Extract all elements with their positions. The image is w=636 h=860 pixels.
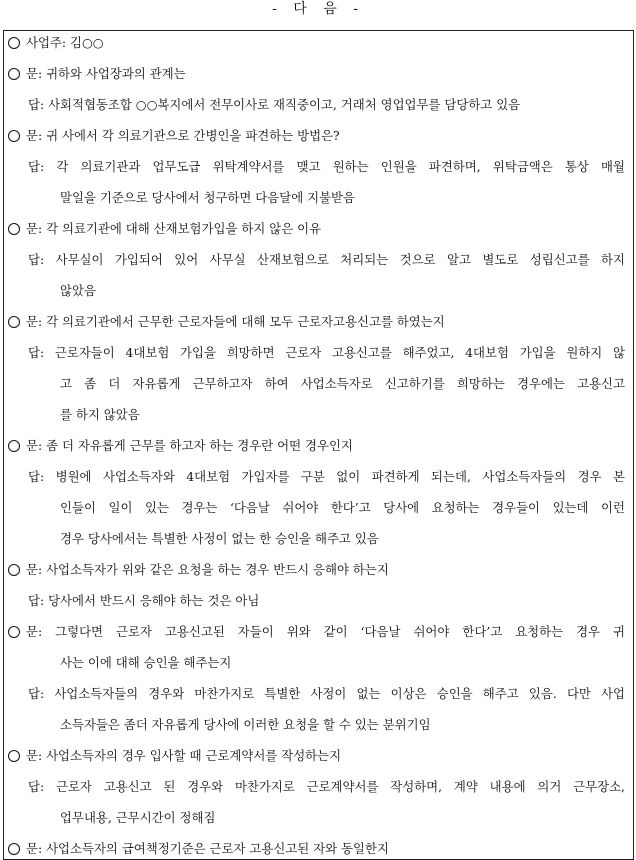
question-line [4,221,636,237]
line-text: 경우 당사에서는 특별한 사정이 없는 한 승인을 해주고 있음 [60,531,379,546]
line-text: 답: 사업소득자들의 경우와 마찬가지로 특별한 사정이 없는 이상은 승인을 해주고 있음. 다만 사업 [28,686,625,701]
circle-bullet-icon [8,316,20,328]
line-text: 문: 사업소득자의 경우 입사할 때 근로계약서를 작성하는지 [26,748,342,763]
question-line [4,438,636,454]
answer-line [4,97,636,113]
line-text: 문: 좀 더 자유롭게 근무를 하고자 하는 경우란 어떤 경우인지 [26,438,353,453]
line-text: 말일을 기준으로 당사에서 청구하면 다음달에 지불받음 [60,190,355,205]
circle-bullet-icon [8,223,20,235]
circle-bullet-icon [8,564,20,576]
page-heading: - 다 음 - [272,1,364,17]
answer-line [4,252,633,268]
question-line [4,314,636,330]
circle-bullet-icon [8,440,20,452]
circle-bullet-icon [8,750,20,762]
line-text: 문: 사업소득자가 위와 같은 요청을 하는 경우 반드시 응해야 하는지 [26,562,389,577]
continuation-line [4,407,636,423]
line-text: 문: 귀 사에서 각 의료기관으로 간병인을 파견하는 방법은? [26,128,340,143]
continuation-line [4,376,633,392]
line-text: 답: 각 의료기관과 업무도급 위탁계약서를 맺고 원하는 인원을 파견하며, 위탁금액은 통상 매월 [28,159,625,174]
answer-line [4,469,633,485]
circle-bullet-icon [8,68,20,80]
question-line [4,128,636,144]
question-line [4,35,636,51]
line-text: 문: 그렇다면 근로자 고용신고된 자들이 위와 같이 ‘다음날 쉬어야 한다’고 요청하는 경우 귀 [26,624,625,639]
line-text: 답: 병원에 사업소득자와 4대보험 가입자를 구분 없이 파견하게 되는데, 사업소득자들의 경우 본 [28,469,625,484]
line-text: 문: 각 의료기관에 대해 산재보험가입을 하지 않은 이유 [26,221,322,236]
line-text: 답: 사회적협동조합 ○○복지에서 전무이사로 재직중이고, 거래처 영업업무를 담당하고 있음 [28,97,521,112]
line-text: 문: 사업소득자의 급여책정기준은 근로자 고용신고된 자와 동일한지 [26,841,389,856]
line-text: 않았음 [60,283,96,298]
continuation-line [4,531,636,547]
continuation-line [4,810,636,826]
line-text: 문: 귀하와 사업장과의 관계는 [26,66,186,81]
question-line [4,624,633,640]
line-text: 고 좀 더 자유롭게 근무하고자 하여 사업소득자로 신고하기를 희망하는 경우에는 고용신고 [60,376,625,391]
line-text: 답: 근로자 고용신고 된 경우와 마찬가지로 근로계약서를 작성하며, 계약 내용에 의거 근무장소, [28,779,625,794]
question-line [4,66,636,82]
line-text: 소득자들은 좀더 자유롭게 당사에 이러한 요청을 할 수 있는 분위기임 [60,717,431,732]
answer-line [4,593,636,609]
circle-bullet-icon [8,843,20,855]
continuation-line [4,655,636,671]
continuation-line [4,190,636,206]
question-line [4,562,636,578]
circle-bullet-icon [8,37,20,49]
circle-bullet-icon [8,130,20,142]
line-text: 사업주: 김○○ [26,35,104,50]
line-text: 인들이 일이 있는 경우는 ‘다음날 쉬어야 한다’고 당사에 요청하는 경우들이 있는데 이런 [60,500,625,515]
line-text: 답: 당사에서 반드시 응해야 하는 것은 아님 [28,593,260,608]
answer-line [4,345,633,361]
line-text: 를 하지 않았음 [60,407,140,422]
question-line [4,748,636,764]
answer-line [4,686,633,702]
answer-line [4,159,633,175]
line-text: 답: 사무실이 가입되어 있어 사무실 산재보험으로 처리되는 것으로 알고 별도로 성립신고를 하지 [28,252,625,267]
continuation-line [4,283,636,299]
line-text: 문: 각 의료기관에서 근무한 근로자들에 대해 모두 근로자고용신고를 하였는지 [26,314,445,329]
continuation-line [4,717,636,733]
line-text: 답: 근로자들이 4대보험 가입을 희망하면 근로자 고용신고를 해주었고, 4대보험 가입을 원하지 않 [28,345,625,360]
continuation-line [4,500,633,516]
answer-line [4,779,633,795]
question-line [4,841,636,857]
line-text: 업무내용, 근무시간이 정해짐 [60,810,216,825]
interview-frame [3,30,634,860]
circle-bullet-icon [8,626,20,638]
line-text: 사는 이에 대해 승인을 해주는지 [60,655,232,670]
